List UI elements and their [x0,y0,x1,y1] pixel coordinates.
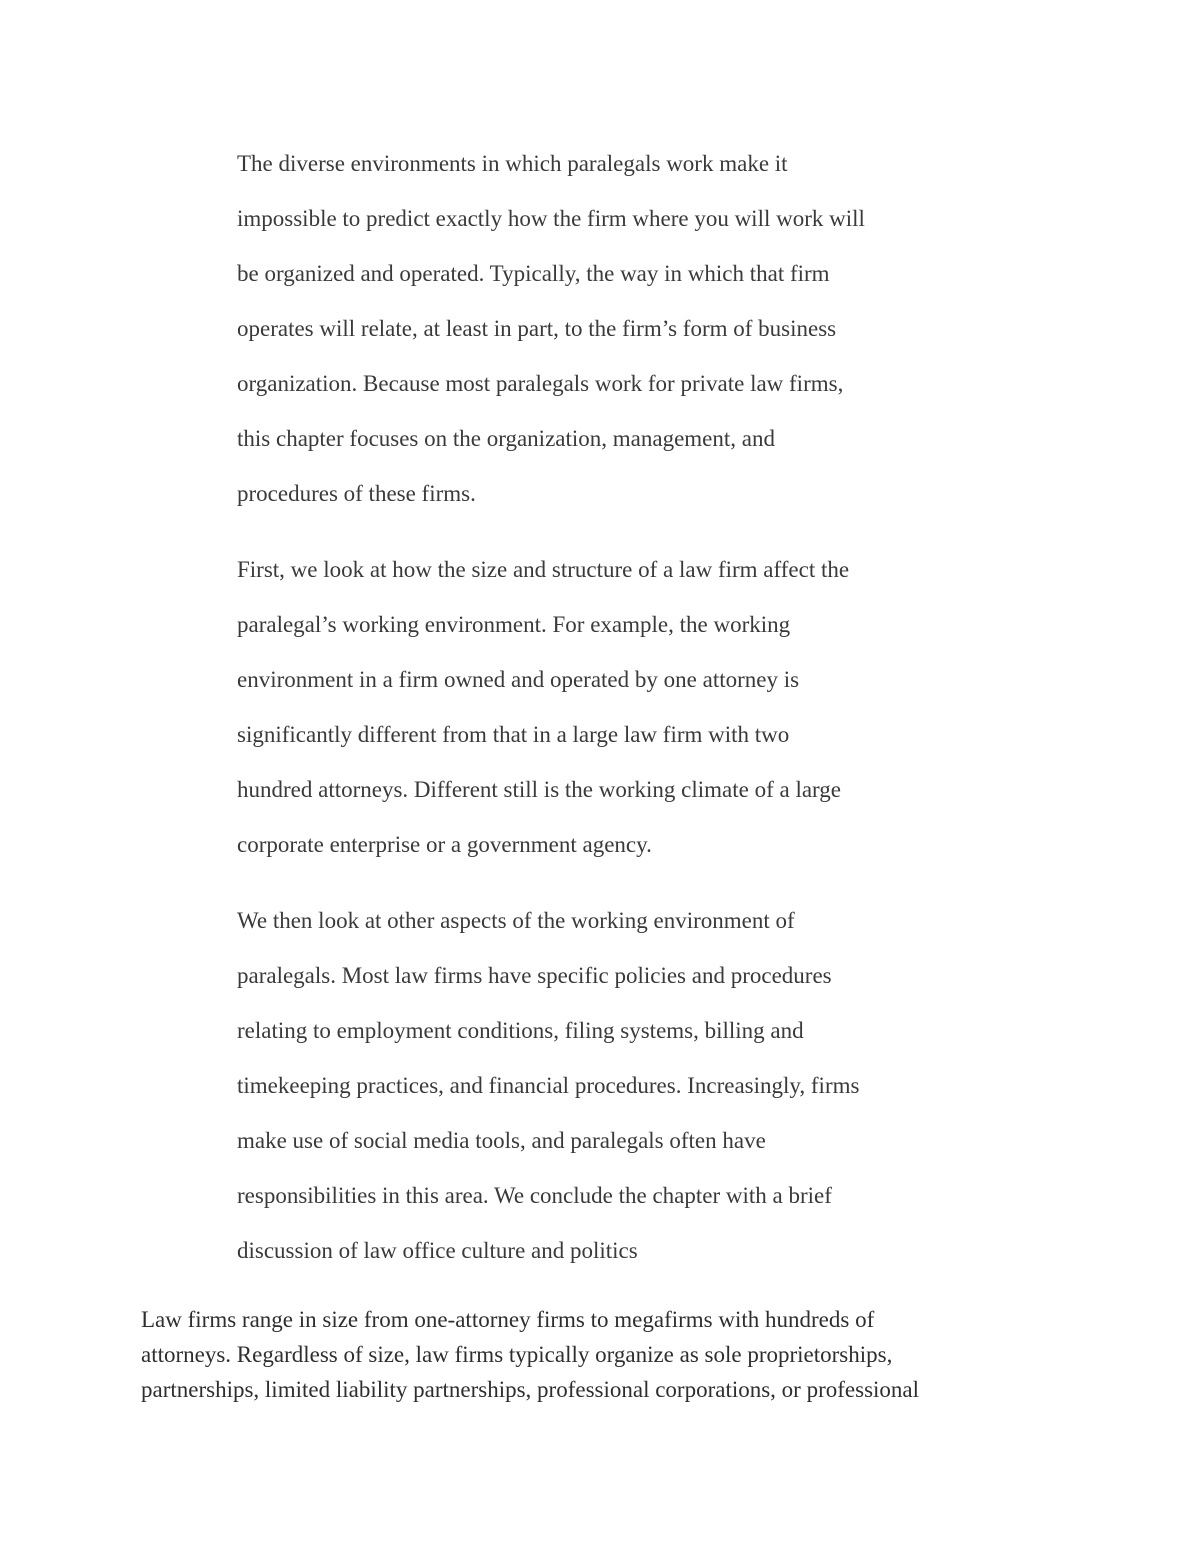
paragraph-intro [237,136,997,521]
text-line: hundred attorneys. Different still is the working climate of a large [237,777,842,802]
text-line: paralegal’s working environment. For example, the working [237,612,791,637]
text-line: attorneys. Regardless of size, law firms typically organize as sole proprietorships, [141,1342,893,1367]
text-line: procedures of these firms. [237,481,476,506]
text-line: The diverse environments in which paralegals work make it [237,151,788,176]
indented-text-block [237,136,997,1278]
paragraph-law-firm-size [141,1302,1161,1407]
text-line: significantly different from that in a large law firm with two [237,722,790,747]
text-line: responsibilities in this area. We conclude the chapter with a brief [237,1183,832,1208]
text-line: corporate enterprise or a government agency. [237,832,652,857]
text-line: We then look at other aspects of the working environment of [237,908,795,933]
text-line: discussion of law office culture and politics [237,1238,638,1263]
closing-text-block [141,1302,1161,1407]
text-line: First, we look at how the size and structure of a law firm affect the [237,557,850,582]
text-line: paralegals. Most law firms have specific policies and procedures [237,963,832,988]
text-line: this chapter focuses on the organization, management, and [237,426,775,451]
text-line: operates will relate, at least in part, to the firm’s form of business [237,316,837,341]
paragraph-size-structure [237,542,997,872]
text-line: partnerships, limited liability partnerships, professional corporations, or professional [141,1377,920,1402]
text-line: timekeeping practices, and financial procedures. Increasingly, firms [237,1073,860,1098]
text-line: environment in a firm owned and operated by one attorney is [237,667,800,692]
text-line: make use of social media tools, and paralegals often have [237,1128,766,1153]
text-line: organization. Because most paralegals work for private law firms, [237,371,844,396]
text-line: relating to employment conditions, filing systems, billing and [237,1018,804,1043]
paragraph-other-aspects [237,893,997,1278]
text-line: be organized and operated. Typically, the way in which that firm [237,261,830,286]
text-line: impossible to predict exactly how the firm where you will work will [237,206,865,231]
text-line: Law firms range in size from one-attorney firms to megafirms with hundreds of [141,1307,875,1332]
